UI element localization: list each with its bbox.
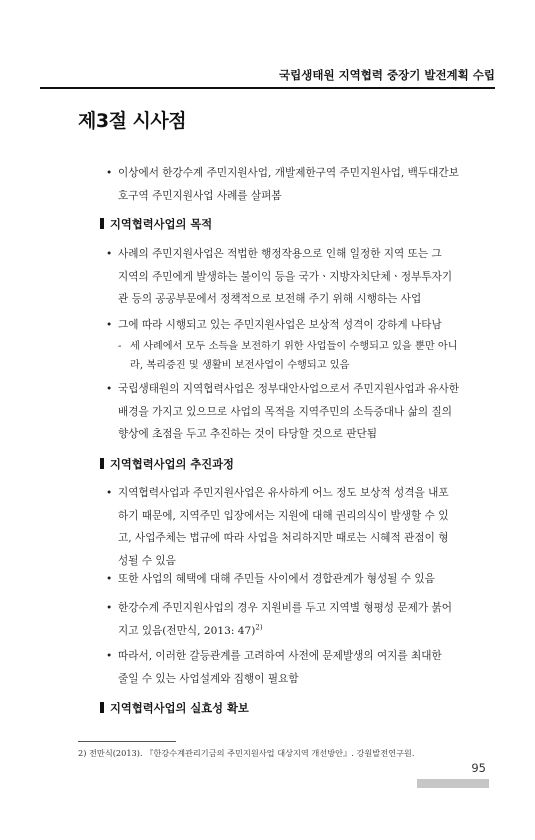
process-bullet-3 <box>106 597 478 642</box>
process-bullet-1 <box>106 482 478 572</box>
text-line: 따라서, 이러한 갈등관계를 고려하여 사전에 문제발생의 여지를 최대한 <box>118 650 442 662</box>
page-number: 95 <box>471 761 486 775</box>
purpose-bullet-2 <box>106 314 478 337</box>
heading-text: 지역협력사업의 추진과정 <box>110 458 234 471</box>
footnote: 2) 전만식(2013). 『한강수계관리기금의 주민지원사업 대상지역 개선방안』. 강원발전연구원. <box>78 748 415 758</box>
bullet-icon: • <box>106 487 113 499</box>
text-line: 향상에 초점을 두고 추진하는 것이 타당할 것으로 판단됨 <box>118 428 377 440</box>
heading-text: 지역협력사업의 실효성 확보 <box>110 702 249 715</box>
running-header: 국립생태원 지역협력 중장기 발전계획 수립 <box>279 68 495 82</box>
footnote-rule <box>78 741 176 742</box>
text-line: 사례의 주민지원사업은 적법한 행정작용으로 인해 일정한 지역 또는 그 <box>118 248 442 260</box>
purpose-bullet-1 <box>106 243 478 311</box>
process-bullet-2 <box>106 568 478 591</box>
bullet-icon: • <box>106 248 113 260</box>
section-title: 제3절 시사점 <box>78 110 187 132</box>
bullet-icon: • <box>106 167 113 179</box>
text-line: 지역협력사업과 주민지원사업은 유사하게 어느 정도 보상적 성격을 내포 <box>118 487 449 499</box>
footnote-ref: 2) <box>255 622 263 631</box>
text-line: 또한 사업의 혜택에 대해 주민들 사이에서 경합관계가 형성될 수 있음 <box>118 573 435 585</box>
purpose-dash-1 <box>118 338 480 375</box>
purpose-heading <box>110 216 212 232</box>
dash-icon: - <box>118 341 122 352</box>
text-line: 호구역 주민지원사업 사례를 살펴봄 <box>118 189 282 202</box>
process-heading <box>110 456 234 472</box>
effectiveness-heading <box>110 700 249 716</box>
text-line: 세 사례에서 모두 소득을 보전하기 위한 사업들이 수행되고 있을 뿐만 아니 <box>130 341 458 352</box>
text-line: 이상에서 한강수계 주민지원사업, 개발제한구역 주민지원사업, 백두대간보 <box>118 167 459 179</box>
text-line: 성될 수 있음 <box>118 554 176 567</box>
intro-bullet <box>106 162 478 207</box>
bullet-icon: • <box>106 319 113 331</box>
heading-marker-icon <box>100 458 104 469</box>
footer-bar <box>417 779 489 788</box>
text-line: 한강수계 주민지원사업의 경우 지원비를 두고 지역별 형평성 문제가 붉어 <box>118 602 452 614</box>
text-line: 관 등의 공공부문에서 정책적으로 보전해 주기 위해 시행하는 사업 <box>118 293 422 305</box>
text-line: 그에 따라 시행되고 있는 주민지원사업은 보상적 성격이 강하게 나타남 <box>118 319 442 331</box>
header-rule <box>40 87 495 89</box>
text-line: 배경을 가지고 있으므로 사업의 목적을 지역주민의 소득증대나 삶의 질의 <box>118 405 452 418</box>
text-line: 고, 사업주체는 법규에 따라 사업을 처리하지만 때로는 시혜적 관점이 형 <box>118 532 449 544</box>
purpose-bullet-3 <box>106 378 478 446</box>
bullet-icon: • <box>106 383 113 395</box>
text-line: 하기 때문에, 지역주민 입장에서는 지원에 대해 권리의식이 발생할 수 있 <box>118 509 449 522</box>
text-line: 라, 복리증진 및 생활비 보전사업이 수행되고 있음 <box>130 359 350 371</box>
bullet-icon: • <box>106 602 113 614</box>
process-bullet-4 <box>106 645 478 690</box>
bullet-icon: • <box>106 573 113 585</box>
heading-marker-icon <box>100 218 104 229</box>
bullet-icon: • <box>106 650 113 662</box>
heading-text: 지역협력사업의 목적 <box>110 218 213 231</box>
text-line: 국립생태원의 지역협력사업은 정부대안사업으로서 주민지원사업과 유사한 <box>118 383 459 395</box>
line-text: 지고 있음(전만식, 2013: 47) <box>118 624 256 637</box>
text-line: 줄일 수 있는 사업설계와 집행이 필요함 <box>118 672 299 685</box>
heading-marker-icon <box>100 702 104 713</box>
text-line <box>118 620 478 643</box>
text-line: 지역의 주민에게 발생하는 불이익 등을 국가ㆍ지방자치단체ㆍ정부투자기 <box>118 270 453 283</box>
